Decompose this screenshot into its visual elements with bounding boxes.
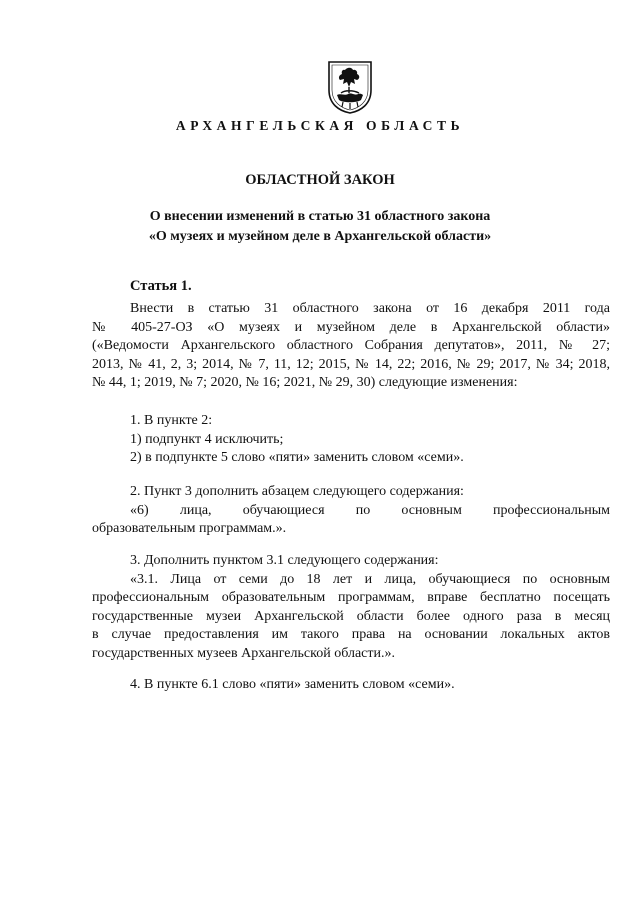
text-line: Внести в статью 31 областного закона от 16 декабря 2011 года	[130, 301, 610, 316]
text-line: профессиональным образовательным программам, вправе бесплатно посещать	[92, 590, 610, 605]
amendment-item-1	[92, 412, 610, 468]
law-title	[0, 207, 640, 247]
text-line: государственные музеи Архангельской области более одного раза в месяц	[92, 608, 610, 624]
sub-item: 1) подпункт 4 исключить;	[130, 431, 284, 447]
text-line: № 405-27-ОЗ «О музеях и музейном деле в Архангельской области»	[92, 319, 610, 335]
item-title: 3. Дополнить пунктом 3.1 следующего содержания:	[130, 553, 439, 568]
text-line: в случае предоставления им такого права на основании локальных актов	[92, 627, 610, 642]
amendment-item-3	[92, 552, 610, 663]
amendment-item-2	[92, 483, 610, 539]
article-intro	[92, 300, 610, 393]
law-type-heading: ОБЛАСТНОЙ ЗАКОН	[245, 172, 395, 188]
coat-of-arms-icon	[327, 60, 373, 114]
text-line: «6) лица, обучающиеся по основным профессиональным	[130, 502, 610, 518]
text-line: государственных музеев Архангельской области.».	[92, 645, 395, 661]
text-line: образовательным программам.».	[92, 521, 287, 536]
sub-item: 2) в подпункте 5 слово «пяти» заменить словом «семи».	[130, 450, 464, 465]
article-heading: Статья 1.	[130, 278, 192, 294]
item-title: 1. В пункте 2:	[130, 413, 213, 428]
law-title-line: О внесении изменений в статью 31 областного закона	[149, 209, 491, 224]
amendment-item-4	[92, 676, 610, 695]
text-line: 2013, № 41, 2, 3; 2014, № 7, 11, 12; 2015, № 14, 22; 2016, № 29; 2017, № 34; 2018,	[92, 356, 610, 372]
law-title-line: «О музеях и музейном деле в Архангельской области»	[148, 229, 492, 244]
item-title: 2. Пункт 3 дополнить абзацем следующего содержания:	[130, 484, 464, 499]
text-line: «3.1. Лица от семи до 18 лет и лица, обучающиеся по основным	[130, 571, 610, 587]
region-name: АРХАНГЕЛЬСКАЯ ОБЛАСТЬ	[175, 118, 465, 133]
text-line: № 44, 1; 2019, № 7; 2020, № 16; 2021, № 29, 30) следующие изменения:	[92, 375, 518, 390]
text-line: («Ведомости Архангельского областного Собрания депутатов», 2011, № 27;	[92, 338, 610, 353]
item-title: 4. В пункте 6.1 слово «пяти» заменить словом «семи».	[130, 677, 455, 692]
